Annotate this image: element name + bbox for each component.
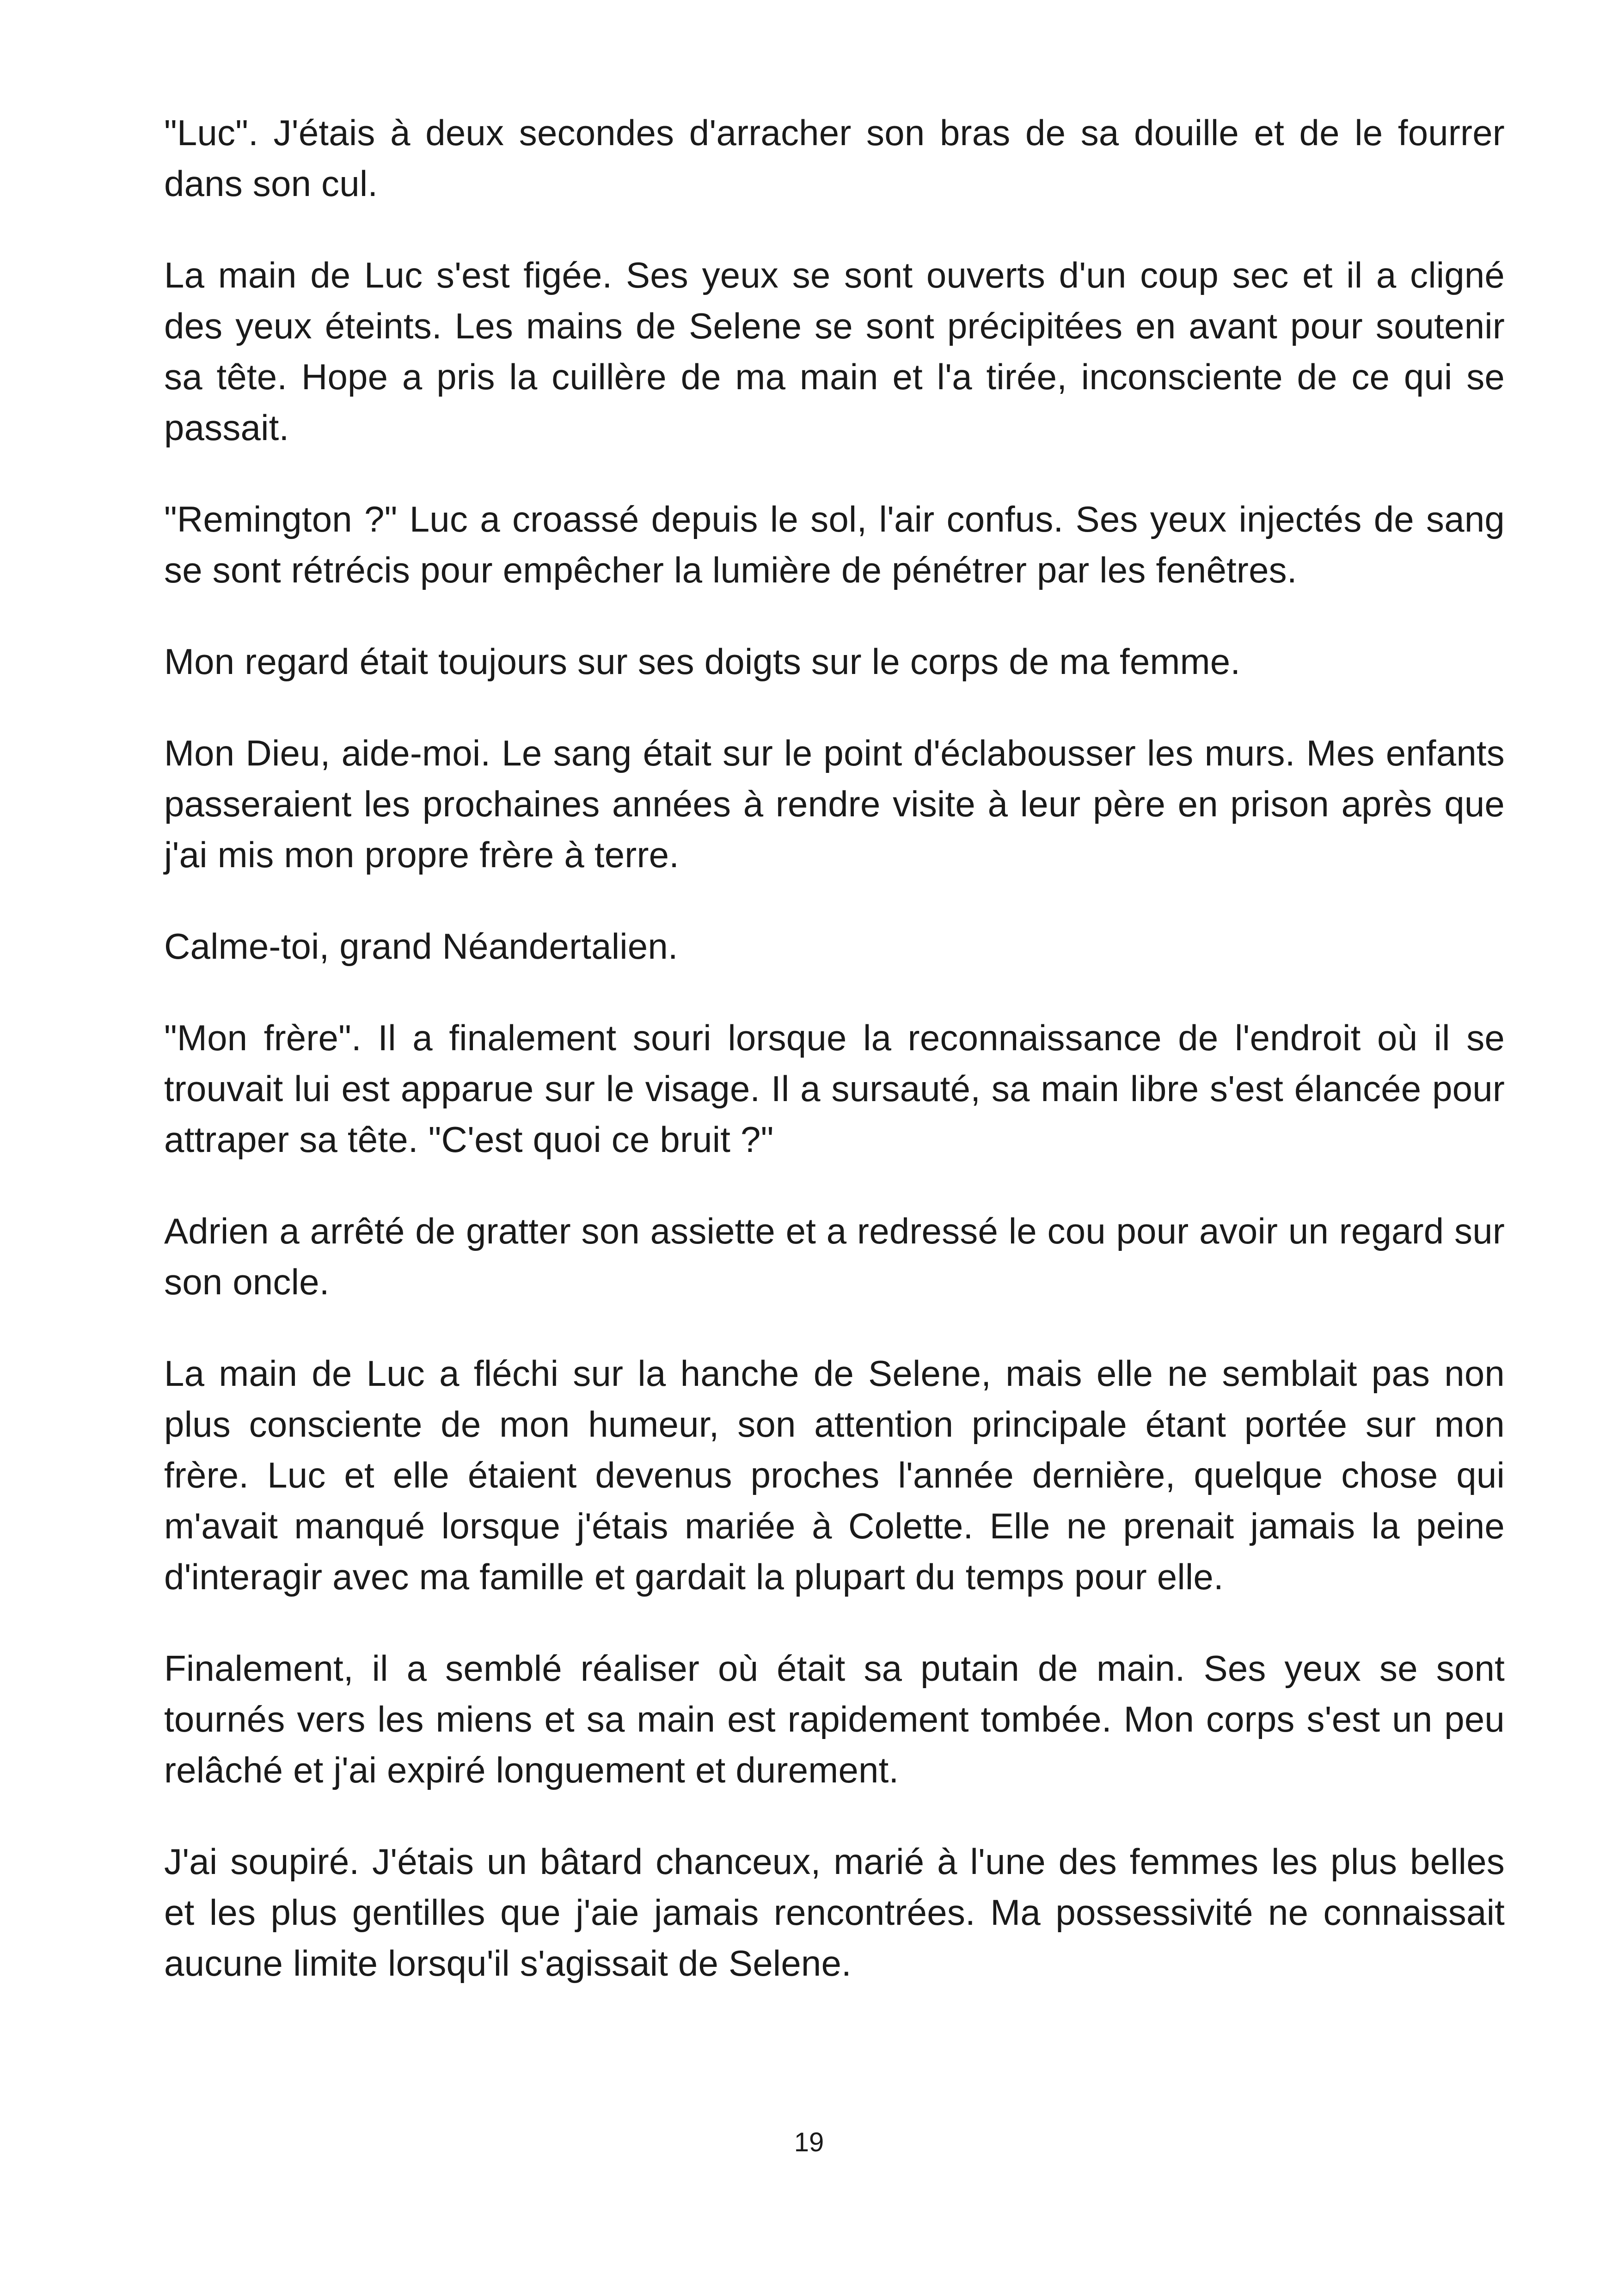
paragraph: La main de Luc a fléchi sur la hanche de Selene, mais elle ne semblait pas non plus consciente de mon humeur, son attention principale étant portée sur mon frère. Luc et elle étaient devenus proches l'année dernière, quelque chose qui m'avait manqué lorsque j'étais mariée à Colette. Elle ne prenait jamais la peine d'interagir avec ma famille et gardait la plupart du temps pour elle.: [164, 1353, 1505, 1597]
paragraph: Mon regard était toujours sur ses doigts sur le corps de ma femme.: [164, 641, 1241, 682]
paragraph: Mon Dieu, aide-moi. Le sang était sur le point d'éclabousser les murs. Mes enfants passeraient les prochaines années à rendre visite à leur père en prison après que j'ai mis mon propre frère à terre.: [164, 733, 1505, 875]
body-text: [164, 107, 1505, 2029]
paragraph: J'ai soupiré. J'étais un bâtard chanceux, marié à l'une des femmes les plus belles et les plus gentilles que j'aie jamais rencontrées. Ma possessivité ne connaissait aucune limite lorsqu'il s'agissait de Selene.: [164, 1841, 1505, 1984]
paragraph: "Mon frère". Il a finalement souri lorsque la reconnaissance de l'endroit où il se trouvait lui est apparue sur le visage. Il a sursauté, sa main libre s'est élancée pour attraper sa tête. "C'est quoi ce bruit ?": [164, 1017, 1505, 1160]
paragraph: "Luc". J'étais à deux secondes d'arracher son bras de sa douille et de le fourrer dans son cul.: [164, 112, 1505, 204]
paragraph: Adrien a arrêté de gratter son assiette et a redressé le cou pour avoir un regard sur son oncle.: [164, 1211, 1505, 1302]
paragraph: "Remington ?" Luc a croassé depuis le sol, l'air confus. Ses yeux injectés de sang se sont rétrécis pour empêcher la lumière de pénétrer par les fenêtres.: [164, 499, 1505, 590]
paragraph: Calme-toi, grand Néandertalien.: [164, 926, 678, 967]
paragraph: La main de Luc s'est figée. Ses yeux se sont ouverts d'un coup sec et il a cligné des yeux éteints. Les mains de Selene se sont précipitées en avant pour soutenir sa tête. Hope a pris la cuillère de ma main et l'a tirée, inconsciente de ce qui se passait.: [164, 255, 1505, 448]
paragraph: Finalement, il a semblé réaliser où était sa putain de main. Ses yeux se sont tournés vers les miens et sa main est rapidement tombée. Mon corps s'est un peu relâché et j'ai expiré longuement et durement.: [164, 1648, 1505, 1790]
page-number: 19: [794, 2127, 824, 2157]
